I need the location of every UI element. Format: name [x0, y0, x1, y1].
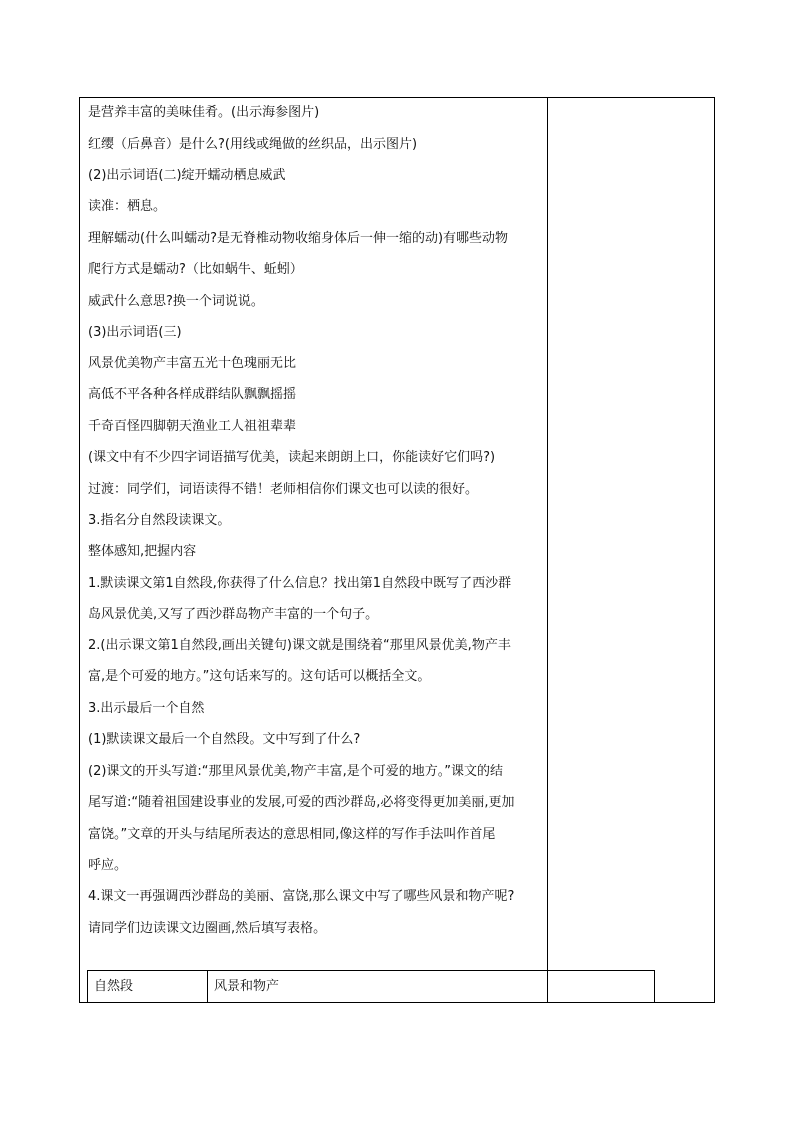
text-line: 呼应。: [88, 858, 128, 873]
text-line: 请同学们边读课文边圈画,然后填写表格。: [88, 921, 327, 936]
text-line: 是营养丰富的美味佳肴。(出示海参图片): [88, 105, 320, 120]
column-divider: [714, 97, 715, 1003]
table-header-scenery: 风景和物产: [214, 979, 280, 994]
inner-table-divider: [547, 970, 548, 1003]
text-line: 理解蠕动(什么叫蠕动?是无脊椎动物收缩身体后一伸一缩的动)有哪些动物: [88, 231, 509, 246]
text-line: 威武什么意思?换一个词说说。: [88, 294, 264, 309]
text-line: (2)出示词语(二)绽开蠕动栖息威武: [88, 168, 286, 183]
text-line: 1.默读课文第1自然段,你获得了什么信息？找出第1自然段中既写了西沙群: [88, 576, 512, 591]
text-line: 红缨（后鼻音）是什么?(用线或绳做的丝织品，出示图片): [88, 137, 418, 152]
text-line: 4.课文一再强调西沙群岛的美丽、富饶,那么课文中写了哪些风景和物产呢?: [88, 889, 515, 904]
text-line: 过渡：同学们，词语读得不错！老师相信你们课文也可以读的很好。: [88, 482, 479, 497]
text-line: 2.(出示课文第1自然段,画出关键句)课文就是围绕着“那里风景优美,物产丰: [88, 638, 511, 653]
text-line: 读准：栖息。: [88, 199, 167, 214]
text-line: (3)出示词语(三): [88, 325, 182, 340]
column-divider: [547, 97, 548, 1003]
text-line: 风景优美物产丰富五光十色瑰丽无比: [88, 356, 297, 371]
inner-table-divider: [207, 970, 208, 1003]
text-line: 3.指名分自然段读课文。: [88, 513, 231, 528]
text-line: 整体感知,把握内容: [88, 544, 197, 559]
table-header-paragraph: 自然段: [94, 979, 134, 994]
inner-table: [87, 970, 655, 1003]
text-line: (1)默读课文最后一个自然段。文中写到了什么?: [88, 732, 361, 747]
text-line: 3.出示最后一个自然: [88, 701, 205, 716]
text-line: (课文中有不少四字词语描写优美，读起来朗朗上口，你能读好它们吗?): [88, 450, 496, 465]
text-line: 高低不平各种各样成群结队飘飘摇摇: [88, 387, 297, 402]
text-line: 富,是个可爱的地方。”这句话来写的。这句话可以概括全文。: [88, 669, 431, 684]
text-line: 岛风景优美,又写了西沙群岛物产丰富的一个句子。: [88, 607, 379, 622]
text-line: (2)课文的开头写道:“那里风景优美,物产丰富,是个可爱的地方。”课文的结: [88, 764, 504, 779]
text-line: 千奇百怪四脚朝天渔业工人祖祖辈辈: [88, 419, 297, 434]
text-line: 富饶。”文章的开头与结尾所表达的意思相同,像这样的写作手法叫作首尾: [88, 827, 496, 842]
text-line: 尾写道:“随着祖国建设事业的发展,可爱的西沙群岛,必将变得更加美丽,更加: [88, 795, 515, 810]
text-line: 爬行方式是蠕动?（比如蜗牛、蚯蚓）: [88, 262, 303, 277]
